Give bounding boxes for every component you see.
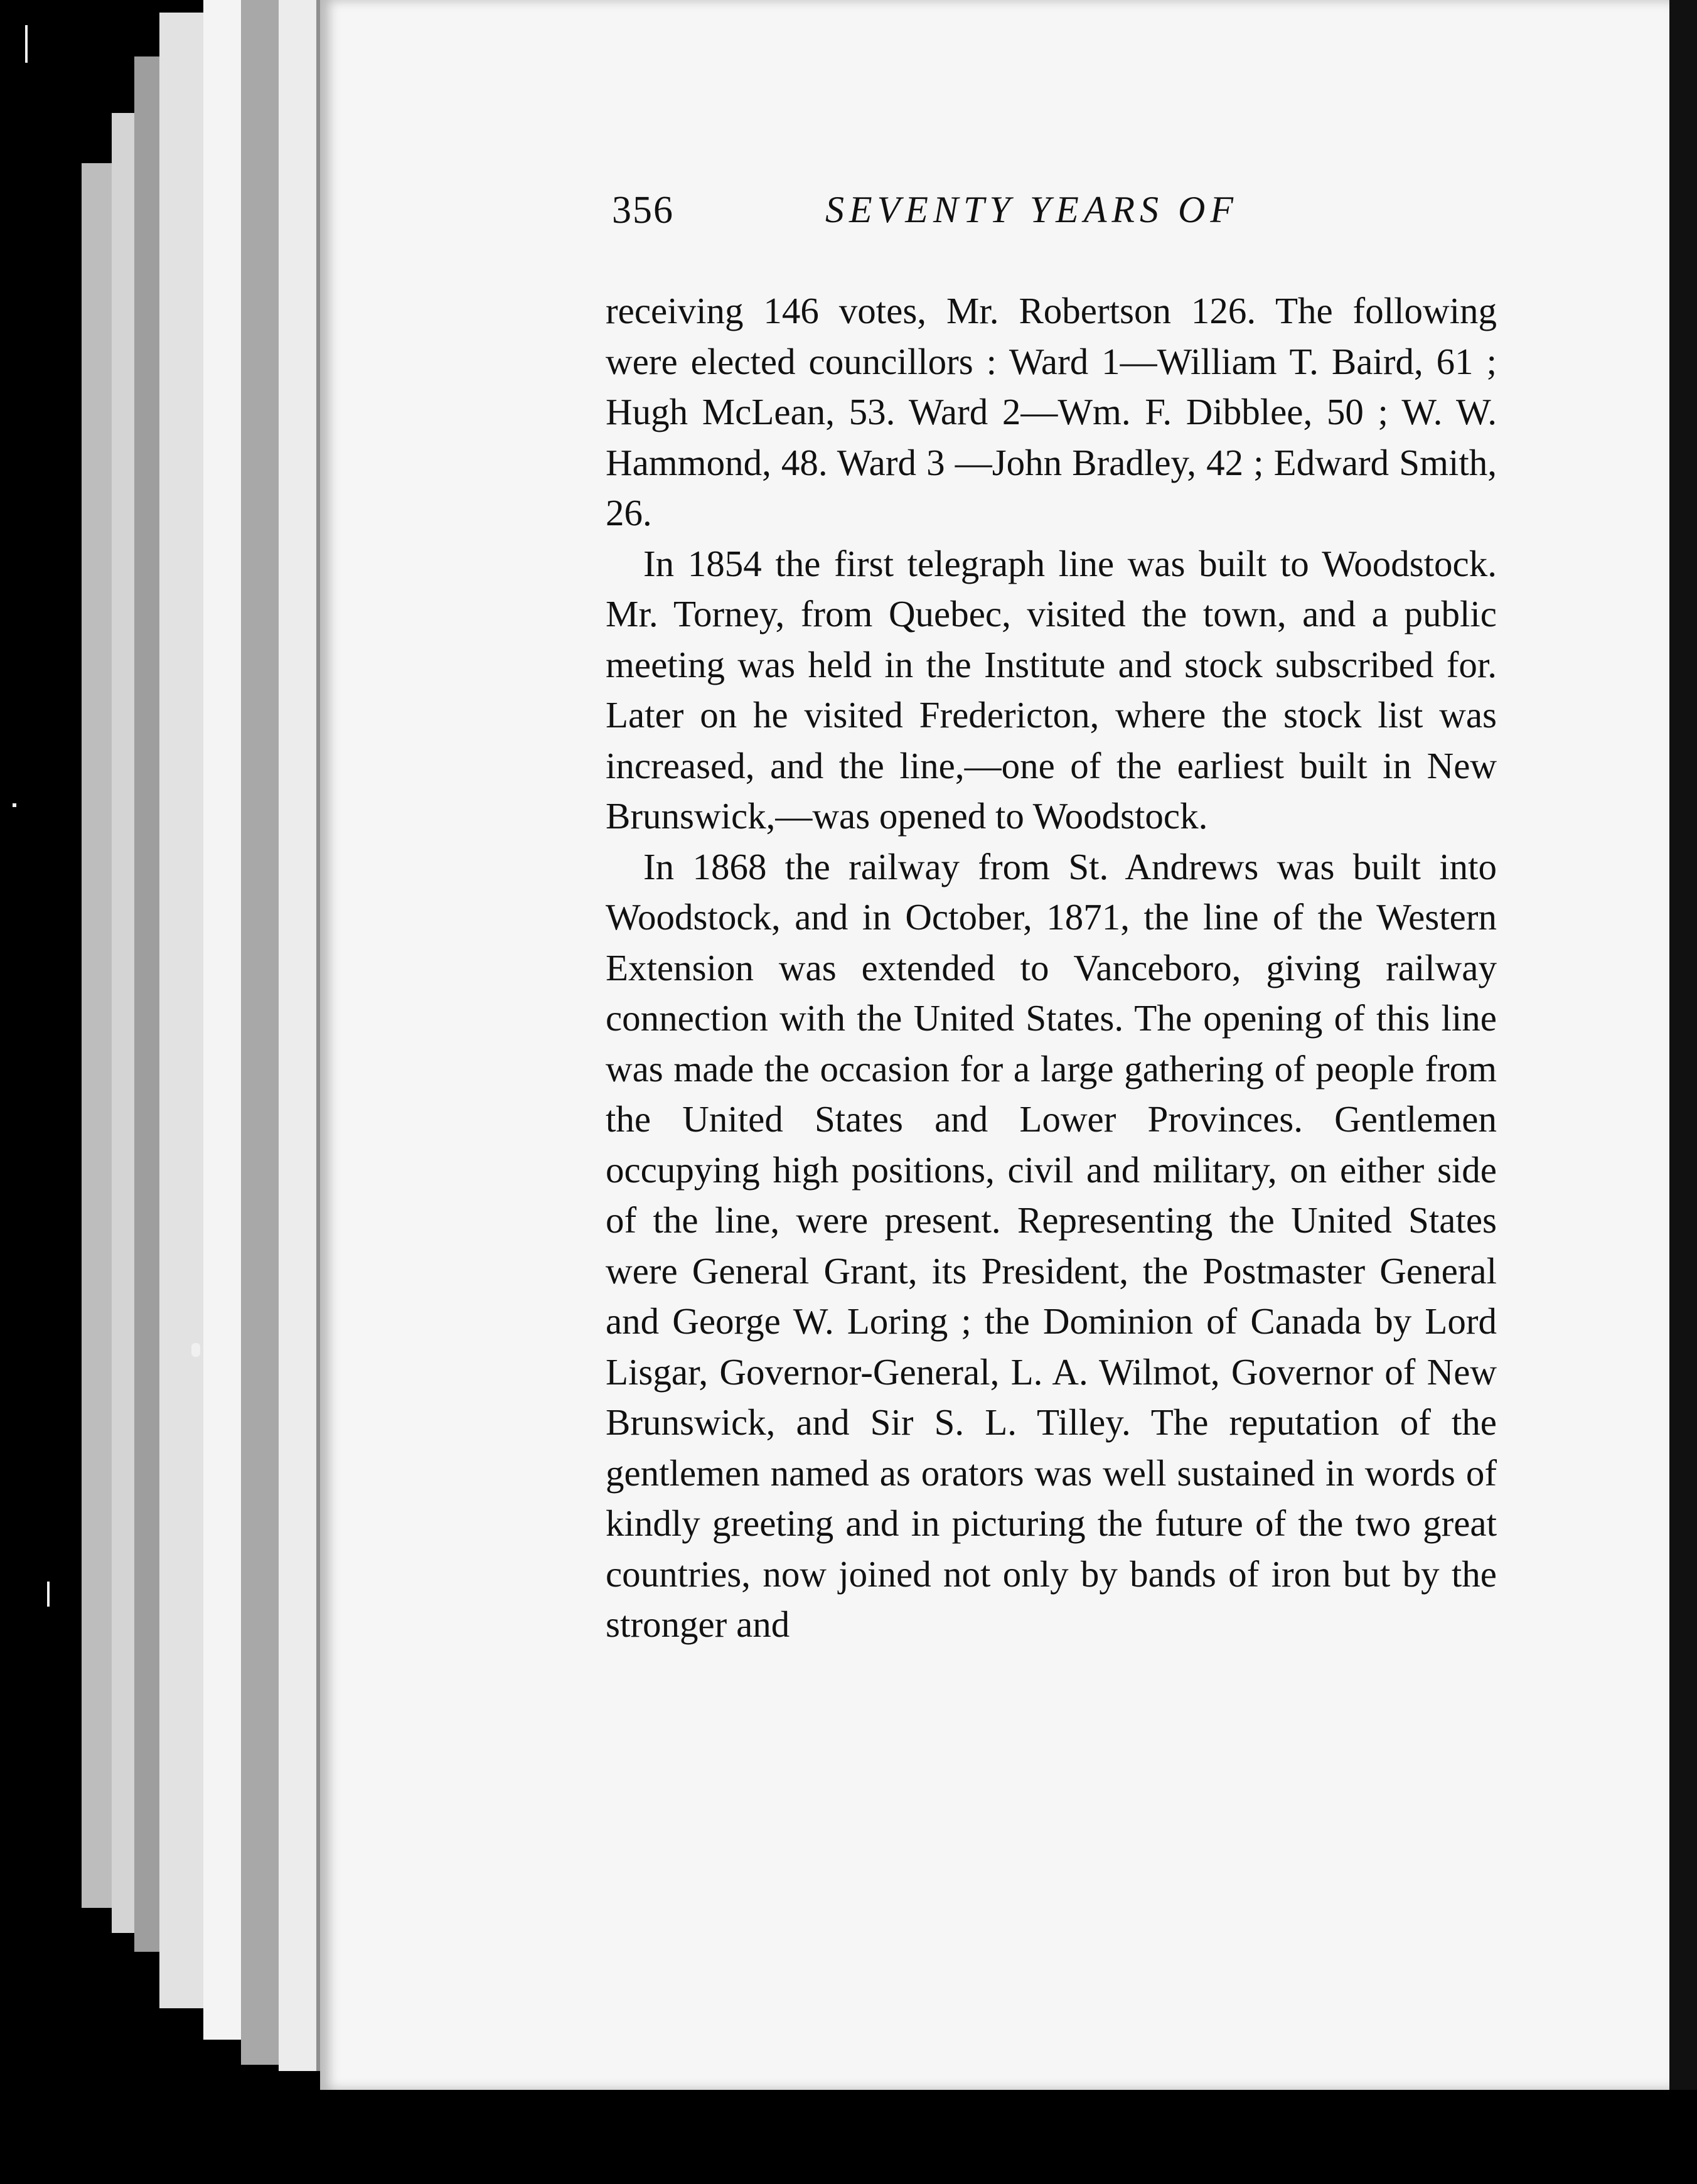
- paragraph: In 1854 the first telegraph line was built to Woodstock. Mr. Torney, from Quebec, visited the town, and a public meeting was held in the Institute and stock subscribed for. Later on he visited Fredericton, where the stock list was increased, and the line,—one of the earliest built in New Brunswick,—was opened to Woodstock.: [606, 542, 1497, 837]
- scan-speck: [47, 1582, 50, 1607]
- scan-speck: [191, 1343, 200, 1357]
- scan-speck: [25, 25, 28, 63]
- page-edge: [241, 0, 279, 2065]
- page-number: 356: [612, 189, 674, 232]
- book-page: [320, 0, 1669, 2090]
- paragraph: In 1868 the railway from St. Andrews was built into Woodstock, and in October, 1871, the line of the Western Extension was extended to Vanceboro, giving railway connection with the United States. The opening of this line was made the occasion for a large gathering of people from the United States and Lower Provinces. Gentlemen occupying high positions, civil and military, on either side of the line, were present. Representing the United States were General Grant, its President, the Postmaster General and George W. Loring ; the Dominion of Canada by Lord Lisgar, Governor-General, L. A. Wilmot, Governor of New Brunswick, and Sir S. L. Tilley. The reputation of the gentlemen named as orators was well sustained in words of kindly greeting and in picturing the future of the two great countries, now joined not only by bands of iron but by the stronger and: [606, 845, 1497, 1645]
- page-edge: [82, 163, 112, 1908]
- page-edge: [203, 0, 241, 2040]
- page-edge: [112, 113, 134, 1933]
- running-title: SEVENTY YEARS OF: [825, 189, 1239, 230]
- scan-border: [0, 2090, 1697, 2184]
- scan-speck: [13, 803, 16, 807]
- body-text: [606, 286, 1497, 1650]
- right-page-edge: [1669, 0, 1697, 2184]
- page-edge: [134, 56, 159, 1952]
- page-edge: [159, 13, 203, 2008]
- paragraph: receiving 146 votes, Mr. Robertson 126. The following were elected councillors : Ward 1—William T. Baird, 61 ; Hugh McLean, 53. Ward 2—Wm. F. Dibblee, 50 ; W. W. Hammond, 48. Ward 3 —John Bradley, 42 ; Edward Smith, 26.: [606, 290, 1497, 533]
- page-header: [612, 188, 1616, 238]
- page-edge: [279, 0, 316, 2071]
